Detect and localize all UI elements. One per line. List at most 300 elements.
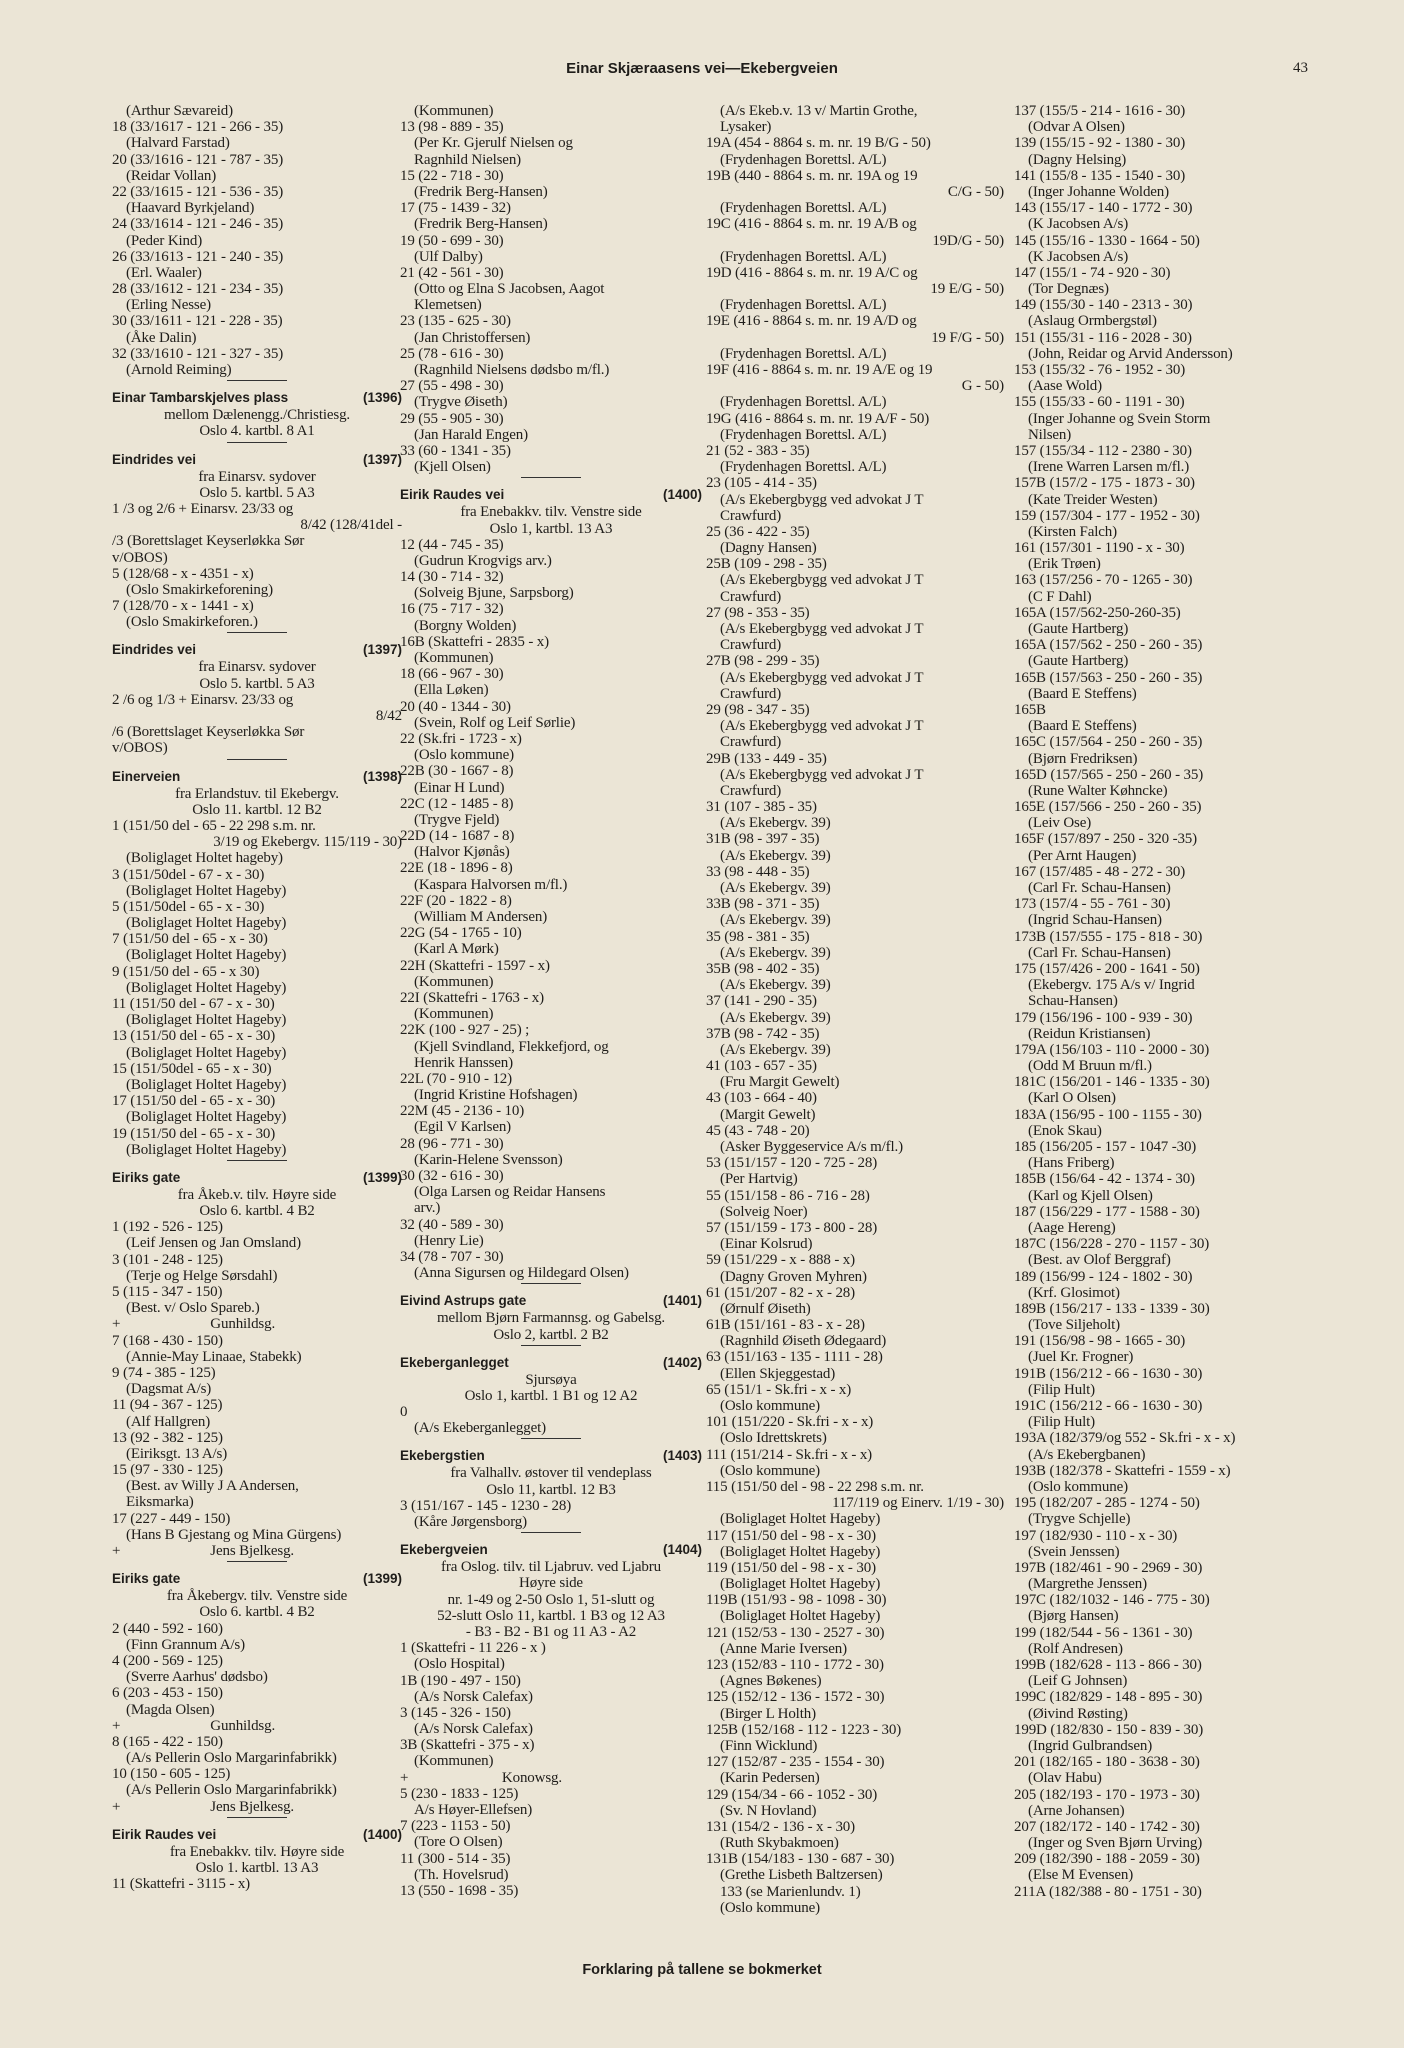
entry-line: 19 E/G - 50) (930, 281, 1004, 298)
entry-line: 26 (33/1613 - 121 - 240 - 35) (112, 248, 284, 265)
owner-line: (Anne Marie Iversen) (720, 1640, 847, 1657)
owner-line: Henrik Hanssen) (414, 1054, 513, 1071)
entry-line: fra Valhallv. østover til vendeplass (450, 1465, 652, 1482)
owner-line: (Einar H Lund) (414, 779, 505, 796)
entry-line: 5 (128/68 - x - 4351 - x) (112, 565, 254, 582)
entry-line: 8/42 (128/41del - (300, 517, 402, 534)
street-name: Eirik Raudes vei (112, 1826, 217, 1842)
owner-line: (Ulf Dalby) (414, 248, 483, 265)
entry-line: Oslo 2, kartbl. 2 B2 (493, 1326, 609, 1343)
entry-line: 22 (Sk.fri - 1723 - x) (400, 730, 522, 747)
entry-line: 165C (157/564 - 250 - 260 - 35) (1014, 734, 1203, 751)
owner-line: (Aase Wold) (1028, 378, 1102, 395)
entry-line: 1 (151/50 del - 65 - 22 298 s.m. nr. (112, 817, 316, 834)
owner-line: (Per Kr. Gjerulf Nielsen og (414, 135, 573, 152)
owner-line: (Dagny Hansen) (720, 540, 817, 557)
entry-line: 167 (157/485 - 48 - 272 - 30) (1014, 863, 1186, 880)
entry-line: 28 (96 - 771 - 30) (400, 1135, 504, 1152)
entry-line: 13 (550 - 1698 - 35) (400, 1882, 519, 1899)
owner-line: (Carl Fr. Schau-Hansen) (1028, 944, 1171, 961)
entry-line: 12 (44 - 745 - 35) (400, 536, 504, 553)
entry-line: fra Enebakkv. tilv. Høyre side (169, 1843, 345, 1860)
owner-line: (Karin Pedersen) (720, 1770, 820, 1787)
owner-line: (Inger Johanne og Svein Storm (1028, 410, 1211, 427)
owner-line: (Kommunen) (414, 973, 494, 990)
entry-line: 189 (156/99 - 124 - 1802 - 30) (1014, 1268, 1193, 1285)
entry-line: 7 (168 - 430 - 150) (112, 1332, 223, 1349)
street-name: Einerveien (112, 768, 181, 784)
entry-line: 11 (94 - 367 - 125) (112, 1397, 223, 1414)
owner-line: (Sv. N Hovland) (720, 1802, 817, 1819)
entry-line: 129 (154/34 - 66 - 1052 - 30) (706, 1786, 878, 1803)
entry-line: Oslo 11, kartbl. 12 B3 (486, 1481, 616, 1498)
street-code: (1399) (362, 1169, 402, 1185)
entry-line: Sjursøya (525, 1371, 577, 1388)
entry-line: 32 (40 - 589 - 30) (400, 1216, 504, 1233)
entry-line: 21 (52 - 383 - 35) (706, 442, 810, 459)
entry-line: 33 (98 - 448 - 35) (706, 863, 810, 880)
owner-line: (Frydenhagen Borettsl. A/L) (720, 248, 887, 265)
entry-line: 22E (18 - 1896 - 8) (400, 860, 513, 877)
entry-line: 195 (182/207 - 285 - 1274 - 50) (1014, 1495, 1200, 1512)
entry-line: 211A (182/388 - 80 - 1751 - 30) (1014, 1883, 1202, 1900)
page-footer: Forklaring på tallene se bokmerket (582, 1962, 822, 1978)
street-heading (400, 1354, 702, 1372)
owner-line: (Karl A Mørk) (414, 941, 499, 958)
entry-line: 183A (156/95 - 100 - 1155 - 30) (1014, 1106, 1202, 1123)
owner-line: (Borgny Wolden) (414, 617, 517, 634)
owner-line: (Boliglaget Holtet Hageby) (126, 1141, 287, 1158)
entry-line: 3B (Skattefri - 375 - x) (400, 1737, 535, 1754)
entry-line: 27 (98 - 353 - 35) (706, 604, 810, 621)
section-divider (521, 1345, 581, 1346)
entry-line: 19D (416 - 8864 s. m. nr. 19 A/C og (706, 264, 918, 281)
entry-line: 197C (182/1032 - 146 - 775 - 30) (1014, 1592, 1210, 1609)
entry-line: 131B (154/183 - 130 - 687 - 30) (706, 1851, 895, 1868)
page-title: Einar Skjæraasens vei—Ekebergveien (566, 60, 838, 77)
street-heading (400, 1541, 702, 1559)
owner-line: (Frydenhagen Borettsl. A/L) (720, 200, 887, 217)
entry-line: 145 (155/16 - 1330 - 1664 - 50) (1014, 232, 1200, 249)
street-code: (1399) (362, 1571, 402, 1587)
owner-line: (Øivind Røsting) (1028, 1705, 1128, 1722)
entry-line: nr. 1-49 og 2-50 Oslo 1, 51-slutt og (447, 1591, 655, 1608)
entry-line: 19 (50 - 699 - 30) (400, 232, 504, 249)
entry-line: 161 (157/301 - 1190 - x - 30) (1014, 540, 1185, 557)
entry-line: - B3 - B2 - B1 og 11 A3 - A2 (465, 1623, 637, 1640)
entry-line: 1 (Skattefri - 11 226 - x ) (400, 1640, 546, 1657)
owner-line: (Birger L Holth) (720, 1705, 816, 1722)
entry-line: fra Enebakkv. tilv. Venstre side (460, 504, 642, 521)
owner-line: (Sverre Aarhus' dødsbo) (126, 1669, 268, 1686)
section-divider (521, 1438, 581, 1439)
owner-line: (Reidun Kristiansen) (1028, 1025, 1151, 1042)
owner-line: (Arthur Sævareid) (126, 103, 234, 119)
entry-line: 139 (155/15 - 92 - 1380 - 30) (1014, 135, 1186, 152)
column-3 (706, 103, 1004, 1916)
entry-line: 11 (Skattefri - 3115 - x) (112, 1876, 251, 1893)
owner-line: (Solveig Noer) (720, 1203, 808, 1220)
owner-line: (A/s Ekebergbygg ved advokat J T (720, 718, 924, 735)
entry-line: 18 (33/1617 - 121 - 266 - 35) (112, 119, 284, 136)
entry-line: 43 (103 - 664 - 40) (706, 1090, 817, 1107)
section-divider (227, 1561, 287, 1562)
owner-line: (A/s Ekebergbygg ved advokat J T (720, 669, 924, 686)
owner-line: (Gaute Hartberg) (1028, 653, 1129, 670)
entry-line: 193A (182/379/og 552 - Sk.fri - x - x) (1014, 1430, 1236, 1447)
owner-line: (Terje og Helge Sørsdahl) (126, 1267, 278, 1284)
owner-line: (Ekebergv. 175 A/s v/ Ingrid (1028, 977, 1195, 994)
entry-line: 165E (157/566 - 250 - 260 - 35) (1014, 799, 1202, 816)
entry-line: 19B (440 - 8864 s. m. nr. 19A og 19 (706, 167, 918, 184)
owner-line: (Per Arnt Haugen) (1028, 847, 1137, 864)
owner-line: (Oslo kommune) (1028, 1478, 1128, 1495)
owner-line: (Henry Lie) (414, 1232, 484, 1249)
page-header (0, 60, 1404, 84)
entry-line: 52-slutt Oslo 11, kartbl. 1 B3 og 12 A3 (437, 1607, 665, 1624)
page-number: 43 (1293, 60, 1308, 76)
entry-line: 13 (92 - 382 - 125) (112, 1429, 223, 1446)
street-heading (112, 451, 402, 469)
entry-line: 29 (98 - 347 - 35) (706, 701, 810, 718)
street-code: (1402) (662, 1354, 702, 1370)
entry-line: 5 (151/50del - 65 - x - 30) (112, 898, 265, 915)
owner-line: (John, Reidar og Arvid Andersson) (1028, 345, 1233, 362)
entry-line: 22B (30 - 1667 - 8) (400, 763, 514, 780)
owner-line: (Bjørn Fredriksen) (1028, 750, 1138, 767)
street-heading (112, 389, 402, 407)
entry-line: 165D (157/565 - 250 - 260 - 35) (1014, 766, 1204, 783)
street-name: Eiriks gate (112, 1571, 181, 1587)
entry-line: 159 (157/304 - 177 - 1952 - 30) (1014, 507, 1200, 524)
entry-line: 57 (151/159 - 173 - 800 - 28) (706, 1219, 878, 1236)
entry-line: 34 (78 - 707 - 30) (400, 1248, 504, 1265)
entry-line: 11 (300 - 514 - 35) (400, 1850, 511, 1867)
entry-line: 3 (145 - 326 - 150) (400, 1704, 511, 1721)
owner-line: (Kåre Jørgensborg) (414, 1514, 527, 1530)
column-4 (1014, 103, 1304, 1900)
entry-line: 199B (182/628 - 113 - 866 - 30) (1014, 1657, 1202, 1673)
entry-line: 29 (55 - 905 - 30) (400, 410, 504, 427)
owner-line: (Per Hartvig) (720, 1171, 798, 1188)
owner-line: (Boliglaget Holtet Hageby) (126, 882, 287, 899)
entry-line: 3 (151/50del - 67 - x - 30) (112, 866, 265, 883)
owner-line: Klemetsen) (414, 297, 482, 314)
entry-line: 11 (151/50 del - 67 - x - 30) (112, 996, 275, 1012)
entry-line: 8 (165 - 422 - 150) (112, 1733, 223, 1750)
owner-line: (Karin-Helene Svensson) (414, 1151, 563, 1168)
entry-line: 5 (230 - 1833 - 125) (400, 1785, 519, 1802)
entry-line: 185 (156/205 - 157 - 1047 -30) (1014, 1139, 1197, 1155)
entry-line: 61B (151/161 - 83 - x - 28) (706, 1317, 865, 1334)
owner-line: (Åke Dalin) (126, 329, 197, 346)
entry-line: 125B (152/168 - 112 - 1223 - 30) (706, 1721, 902, 1738)
entry-line: 131 (154/2 - 136 - x - 30) (706, 1818, 855, 1835)
entry-line: 22F (20 - 1822 - 8) (400, 892, 512, 909)
street-heading (400, 486, 702, 504)
entry-line: 155 (155/33 - 60 - 1191 - 30) (1014, 394, 1185, 411)
entry-line: 209 (182/390 - 188 - 2059 - 30) (1014, 1851, 1200, 1868)
owner-line: (Enok Skau) (1028, 1122, 1102, 1139)
entry-line: v/OBOS) (112, 740, 168, 757)
owner-line: (Carl Fr. Schau-Hansen) (1028, 880, 1171, 896)
owner-line: (Tove Siljeholt) (1028, 1317, 1120, 1334)
owner-line: (Halvard Farstad) (126, 135, 230, 152)
entry-line: 53 (151/157 - 120 - 725 - 28) (706, 1155, 878, 1172)
owner-line: (Boliglaget Holtet Hageby) (126, 1076, 287, 1093)
entry-line: 22G (54 - 1765 - 10) (400, 925, 522, 942)
column-2 (400, 103, 702, 1899)
entry-line: 19C (416 - 8864 s. m. nr. 19 A/B og (706, 216, 917, 233)
owner-line: (Erl. Waaler) (126, 264, 202, 281)
entry-line: + Jens Bjelkesg. (112, 1798, 295, 1815)
owner-line: (A/s Ekebergbanen) (1028, 1446, 1146, 1463)
entry-line: 5 (115 - 347 - 150) (112, 1284, 223, 1300)
entry-line: 141 (155/8 - 135 - 1540 - 30) (1014, 167, 1186, 184)
street-code: (1400) (362, 1826, 402, 1842)
owner-line: (Leiv Ose) (1028, 815, 1092, 832)
street-name: Ekebergveien (400, 1542, 488, 1558)
owner-line: (Frydenhagen Borettsl. A/L) (720, 459, 887, 476)
entry-line: 15 (97 - 330 - 125) (112, 1462, 223, 1479)
entry-line: 1B (190 - 497 - 150) (400, 1672, 521, 1689)
owner-line: (Kommunen) (414, 1753, 494, 1770)
owner-line: (Olga Larsen og Reidar Hansens (414, 1184, 606, 1201)
entry-line: Oslo 6. kartbl. 4 B2 (199, 1604, 315, 1621)
entry-line: 25 (36 - 422 - 35) (706, 523, 810, 540)
owner-line: (Else M Evensen) (1028, 1867, 1134, 1884)
owner-line: Crawfurd) (720, 782, 782, 799)
entry-line: 4 (200 - 569 - 125) (112, 1652, 223, 1669)
owner-line: (Oslo Idrettskrets) (720, 1430, 827, 1447)
entry-line: Oslo 6. kartbl. 4 B2 (199, 1203, 315, 1220)
owner-line: (Best. av Olof Berggraf) (1028, 1252, 1171, 1269)
owner-line: (Solveig Bjune, Sarpsborg) (414, 585, 574, 602)
owner-line: (Ørnulf Øiseth) (720, 1300, 811, 1317)
entry-line: + Konowsg. (400, 1769, 562, 1786)
owner-line: Nilsen) (1028, 426, 1072, 443)
entry-line: 191B (156/212 - 66 - 1630 - 30) (1014, 1365, 1203, 1382)
entry-line: Oslo 4. kartbl. 8 A1 (199, 423, 315, 440)
owner-line: (Rolf Andresen) (1028, 1640, 1123, 1657)
entry-line: 179A (156/103 - 110 - 2000 - 30) (1014, 1041, 1210, 1058)
entry-line: 16 (75 - 717 - 32) (400, 601, 504, 618)
entry-line: 117/119 og Einerv. 1/19 - 30) (832, 1495, 1004, 1512)
entry-line: 13 (98 - 889 - 35) (400, 119, 504, 136)
entry-line: 163 (157/256 - 70 - 1265 - 30) (1014, 572, 1193, 589)
street-code: (1401) (662, 1293, 702, 1309)
entry-line: 191C (156/212 - 66 - 1630 - 30) (1014, 1398, 1203, 1414)
street-code: (1396) (362, 390, 402, 406)
entry-line: 191 (156/98 - 98 - 1665 - 30) (1014, 1333, 1186, 1350)
entry-line: 13 (151/50 del - 65 - x - 30) (112, 1028, 276, 1045)
owner-line: (Kommunen) (414, 103, 494, 119)
street-name: Eiriks gate (112, 1169, 181, 1185)
owner-line: (Peder Kind) (126, 232, 203, 249)
owner-line: (Oslo Hospital) (414, 1656, 505, 1673)
entry-line: Oslo 1, kartbl. 13 A3 (489, 520, 613, 537)
owner-line: (Arne Johansen) (1028, 1802, 1125, 1819)
owner-line: (Einar Kolsrud) (720, 1236, 813, 1253)
entry-line: 207 (182/172 - 140 - 1742 - 30) (1014, 1818, 1200, 1835)
owner-line: Crawfurd) (720, 588, 782, 605)
entry-line: Høyre side (519, 1575, 583, 1592)
owner-line: (Arnold Reiming) (126, 362, 232, 378)
owner-line: (A/s Ekebergv. 39) (720, 912, 831, 929)
owner-line: (Finn Grannum A/s) (126, 1636, 245, 1653)
entry-line: 19 F/G - 50) (931, 329, 1004, 346)
entry-line: 9 (74 - 385 - 125) (112, 1364, 216, 1381)
owner-line: (Leif Jensen og Jan Omsland) (126, 1235, 301, 1252)
owner-line: (A/s Ekebergv. 39) (720, 815, 831, 832)
owner-line: (A/s Ekebergbygg ved advokat J T (720, 621, 924, 637)
owner-line: (Erling Nesse) (126, 297, 211, 314)
entry-line: /3 (Borettslaget Keyserløkka Sør (112, 533, 305, 550)
entry-line: 165A (157/562-250-260-35) (1014, 604, 1181, 621)
entry-line: 32 (33/1610 - 121 - 327 - 35) (112, 345, 284, 362)
entry-line: 37 (141 - 290 - 35) (706, 993, 817, 1010)
section-divider (521, 1532, 581, 1533)
entry-line: 165B (157/563 - 250 - 260 - 35) (1014, 669, 1203, 686)
owner-line: (A/s Ekebergv. 39) (720, 1041, 831, 1058)
entry-line: 41 (103 - 657 - 35) (706, 1058, 817, 1075)
street-heading (112, 1826, 402, 1844)
entry-line: 187 (156/229 - 177 - 1588 - 30) (1014, 1203, 1200, 1220)
entry-line: mellom Dælenengg./Christiesg. (163, 407, 351, 424)
owner-line: (Gudrun Krogvigs arv.) (414, 552, 552, 569)
entry-line: 35 (98 - 381 - 35) (706, 928, 810, 945)
owner-line: (Oslo kommune) (720, 1398, 820, 1414)
entry-line: 25B (109 - 298 - 35) (706, 556, 827, 573)
entry-line: 63 (151/163 - 135 - 1111 - 28) (706, 1349, 883, 1366)
owner-line: (Odvar A Olsen) (1028, 119, 1125, 136)
owner-line: (Ingrid Schau-Hansen) (1028, 912, 1162, 929)
entry-line: 173 (157/4 - 55 - 761 - 30) (1014, 896, 1171, 913)
entry-line: 6 (203 - 453 - 150) (112, 1685, 223, 1702)
owner-line: (Agnes Bøkenes) (720, 1673, 822, 1690)
entry-line: + Gunhildsg. (112, 1717, 276, 1734)
owner-line: Ragnhild Nielsen) (414, 151, 522, 168)
owner-line: Crawfurd) (720, 685, 782, 702)
entry-line: 157 (155/34 - 112 - 2380 - 30) (1014, 442, 1192, 459)
entry-line: fra Erlandstuv. til Ekebergv. (175, 785, 339, 802)
entry-line: 111 (151/214 - Sk.fri - x - x) (706, 1446, 873, 1463)
owner-line: (Eiriksgt. 13 A/s) (126, 1445, 228, 1462)
owner-line: (Boliglaget Holtet Hageby) (126, 947, 287, 964)
entry-line: 35B (98 - 402 - 35) (706, 960, 820, 977)
owner-line: (Filip Hult) (1028, 1381, 1095, 1398)
owner-line: (Odd M Bruun m/fl.) (1028, 1058, 1152, 1075)
owner-line: (Alf Hallgren) (126, 1413, 211, 1430)
entry-line: 199D (182/830 - 150 - 839 - 30) (1014, 1721, 1204, 1738)
entry-line: 143 (155/17 - 140 - 1772 - 30) (1014, 200, 1193, 217)
entry-line: 19F (416 - 8864 s. m. nr. 19 A/E og 19 (706, 362, 933, 378)
owner-line: (Boliglaget Holtet Hageby) (126, 1012, 287, 1029)
owner-line: (Boliglaget Holtet Hageby) (720, 1511, 881, 1528)
entry-line: 125 (152/12 - 136 - 1572 - 30) (706, 1689, 885, 1706)
owner-line: (Haavard Byrkjeland) (126, 200, 255, 217)
entry-line: 19D/G - 50) (932, 232, 1004, 249)
owner-line: (Boliglaget Holtet Hageby) (126, 1109, 287, 1126)
entry-line: 189B (156/217 - 133 - 1339 - 30) (1014, 1300, 1210, 1317)
owner-line: (Oslo Smakirkeforening) (126, 581, 273, 598)
owner-line: (Oslo kommune) (720, 1899, 820, 1916)
owner-line: (Boliglaget Holtet Hageby) (126, 979, 287, 996)
entry-line: 165B (1014, 701, 1046, 718)
entry-line: 199C (182/829 - 148 - 895 - 30) (1014, 1689, 1203, 1706)
owner-line: (Grethe Lisbeth Baltzersen) (720, 1867, 883, 1884)
entry-line: Oslo 1, kartbl. 1 B1 og 12 A2 (464, 1387, 638, 1404)
entry-line: 22K (100 - 927 - 25) ; (400, 1022, 530, 1039)
street-code: (1400) (662, 487, 702, 503)
owner-line: (Svein Jenssen) (1028, 1543, 1120, 1560)
owner-line: (Olav Habu) (1028, 1770, 1102, 1787)
owner-line: (Fredrik Berg-Hansen) (414, 216, 548, 233)
owner-line: (Halvor Kjønås) (414, 844, 510, 861)
owner-line: (Boliglaget Holtet Hageby) (126, 1044, 287, 1061)
owner-line: (Juel Kr. Frogner) (1028, 1349, 1134, 1366)
entry-line: 7 (151/50 del - 65 - x - 30) (112, 931, 268, 948)
street-heading (112, 641, 402, 659)
entry-line: 31 (107 - 385 - 35) (706, 799, 817, 816)
owner-line: (Boliglaget Holtet Hageby) (720, 1608, 881, 1625)
entry-line: G - 50) (961, 378, 1004, 395)
owner-line: (Kaspara Halvorsen m/fl.) (414, 876, 568, 893)
entry-line: 19E (416 - 8864 s. m. nr. 19 A/D og (706, 313, 917, 330)
entry-line: 201 (182/165 - 180 - 3638 - 30) (1014, 1754, 1200, 1771)
entry-line: 3 (151/167 - 145 - 1230 - 28) (400, 1497, 572, 1514)
owner-line: (Asker Byggeservice A/s m/fl.) (720, 1139, 903, 1155)
entry-line: 193B (182/378 - Skattefri - 1559 - x) (1014, 1462, 1231, 1479)
owner-line: (Frydenhagen Borettsl. A/L) (720, 151, 887, 168)
entry-line: Oslo 5. kartbl. 5 A3 (199, 484, 315, 501)
owner-line: (K Jacobsen A/s) (1028, 248, 1129, 265)
owner-line: Crawfurd) (720, 734, 782, 751)
street-heading (112, 1570, 402, 1588)
owner-line: (Trygve Fjeld) (414, 811, 500, 828)
entry-line: 197 (182/930 - 110 - x - 30) (1014, 1527, 1178, 1544)
entry-line: 22M (45 - 2136 - 10) (400, 1103, 525, 1120)
owner-line: (Dagsmat A/s) (126, 1381, 212, 1398)
owner-line: (Svein, Rolf og Leif Sørlie) (414, 714, 576, 731)
owner-line: (William M Andersen) (414, 909, 548, 925)
owner-line: (Dagny Groven Myhren) (720, 1268, 867, 1285)
entry-line: + Gunhildsg. (112, 1316, 276, 1333)
owner-line: 133 (se Marienlundv. 1) (720, 1883, 861, 1900)
entry-line: 27B (98 - 299 - 35) (706, 653, 820, 670)
entry-line: 23 (105 - 414 - 35) (706, 475, 817, 492)
entry-line: 8/42 (375, 708, 402, 724)
entry-line: Oslo 1. kartbl. 13 A3 (195, 1860, 319, 1876)
entry-line: 20 (33/1616 - 121 - 787 - 35) (112, 151, 284, 168)
entry-line: 137 (155/5 - 214 - 1616 - 30) (1014, 103, 1186, 119)
entry-line: fra Einarsv. sydover (198, 659, 316, 676)
owner-line: Eiksmarka) (126, 1494, 194, 1511)
entry-line: 179 (156/196 - 100 - 939 - 30) (1014, 1009, 1193, 1026)
entry-line: 19A (454 - 8864 s. m. nr. 19 B/G - 50) (706, 135, 931, 152)
entry-line: 3 (101 - 248 - 125) (112, 1251, 223, 1268)
street-heading (112, 768, 402, 786)
owner-line: (Kjell Olsen) (414, 459, 491, 476)
owner-line: (Karl O Olsen) (1028, 1090, 1116, 1107)
entry-line: 157B (157/2 - 175 - 1873 - 30) (1014, 475, 1195, 492)
entry-line: 2 /6 og 1/3 + Einarsv. 23/33 og (112, 691, 294, 708)
entry-line: 7 (223 - 1153 - 50) (400, 1818, 511, 1835)
owner-line: (Ellen Skjeggestad) (720, 1365, 836, 1382)
owner-line: (A/s Ekebergv. 39) (720, 1009, 831, 1026)
entry-line: 16B (Skattefri - 2835 - x) (400, 633, 549, 650)
entry-line: 20 (40 - 1344 - 30) (400, 698, 511, 715)
